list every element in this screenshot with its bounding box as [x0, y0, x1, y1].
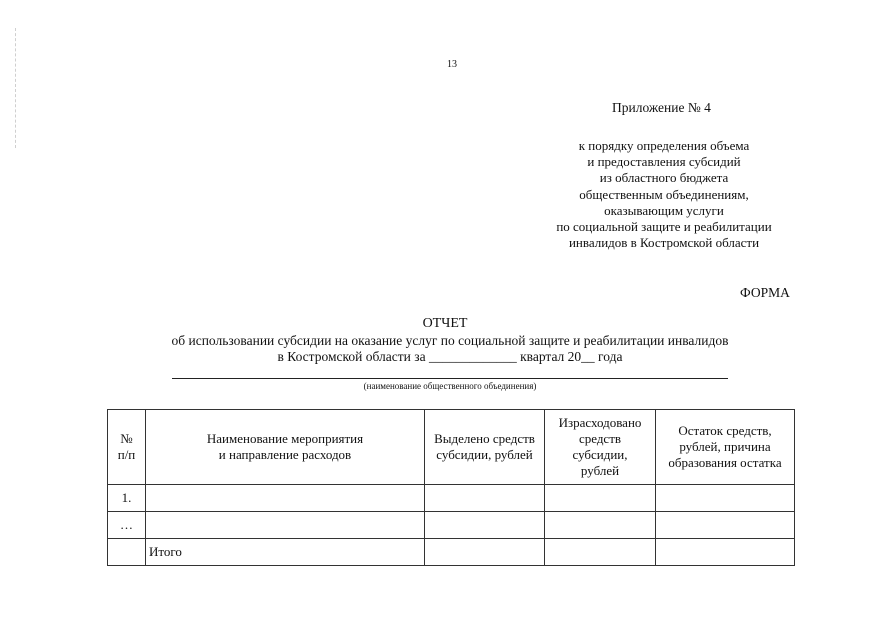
appendix-heading: Приложение № 4: [612, 100, 711, 115]
cell-total-label: Итого: [146, 539, 425, 566]
cell-number: [108, 539, 146, 566]
cell-allocated: [425, 512, 545, 539]
cell-spent: [545, 512, 656, 539]
cell-remainder: [656, 512, 795, 539]
header-allocated: [425, 410, 545, 485]
order-line: к порядку определения объема: [578, 138, 750, 153]
cell-number: …: [108, 512, 146, 539]
order-line: и предоставления субсидий: [587, 154, 741, 170]
header-remainder: [656, 410, 795, 485]
order-line: по социальной защите и реабилитации: [556, 219, 772, 235]
order-line: из областного бюджета: [599, 170, 729, 186]
cell-number: 1.: [108, 485, 146, 512]
table-total-row: [108, 539, 795, 566]
header-line: рублей, причина: [679, 439, 771, 454]
report-title: ОТЧЕТ: [422, 316, 468, 331]
header-line: субсидии, рублей: [436, 447, 533, 462]
cell-remainder: [656, 539, 795, 566]
cell-activity: [146, 512, 425, 539]
cell-allocated: [425, 539, 545, 566]
header-spent: [545, 410, 656, 485]
report-subtitle: об использовании субсидии на оказание услуг по социальной защите и реабилитации инвалидов: [171, 333, 729, 348]
table-row: [108, 485, 795, 512]
cell-allocated: [425, 485, 545, 512]
header-line: субсидии,: [572, 447, 628, 462]
header-line: №: [120, 431, 133, 446]
cell-remainder: [656, 485, 795, 512]
order-line: оказывающим услуги: [604, 202, 724, 218]
cell-spent: [545, 539, 656, 566]
organization-caption: (наименование общественного объединения): [363, 381, 537, 391]
form-label: ФОРМА: [740, 285, 790, 300]
cell-activity: [146, 485, 425, 512]
header-line: и направление расходов: [218, 447, 352, 462]
header-line: п/п: [117, 447, 136, 462]
header-line: рублей: [580, 463, 620, 478]
report-period: в Костромской области за _____________ квартал 20__ года: [277, 349, 623, 364]
scan-margin-line: [15, 28, 16, 148]
header-line: Выделено средств: [434, 431, 535, 446]
header-line: Остаток средств,: [678, 423, 772, 438]
cell-spent: [545, 485, 656, 512]
header-number: [108, 410, 146, 485]
table-row: [108, 512, 795, 539]
header-line: Наименование мероприятия: [206, 431, 364, 446]
order-line: инвалидов в Костромской области: [568, 235, 760, 251]
report-table: [107, 409, 795, 566]
order-reference-block: [530, 138, 798, 251]
page-number: 13: [447, 59, 457, 70]
organization-name-line: [172, 378, 728, 379]
order-line: общественным объединениям,: [579, 186, 749, 202]
header-line: средств: [578, 431, 622, 446]
table-header-row: [108, 410, 795, 485]
header-line: образования остатка: [668, 455, 782, 470]
header-line: Израсходовано: [558, 415, 642, 430]
header-activity: [146, 410, 425, 485]
